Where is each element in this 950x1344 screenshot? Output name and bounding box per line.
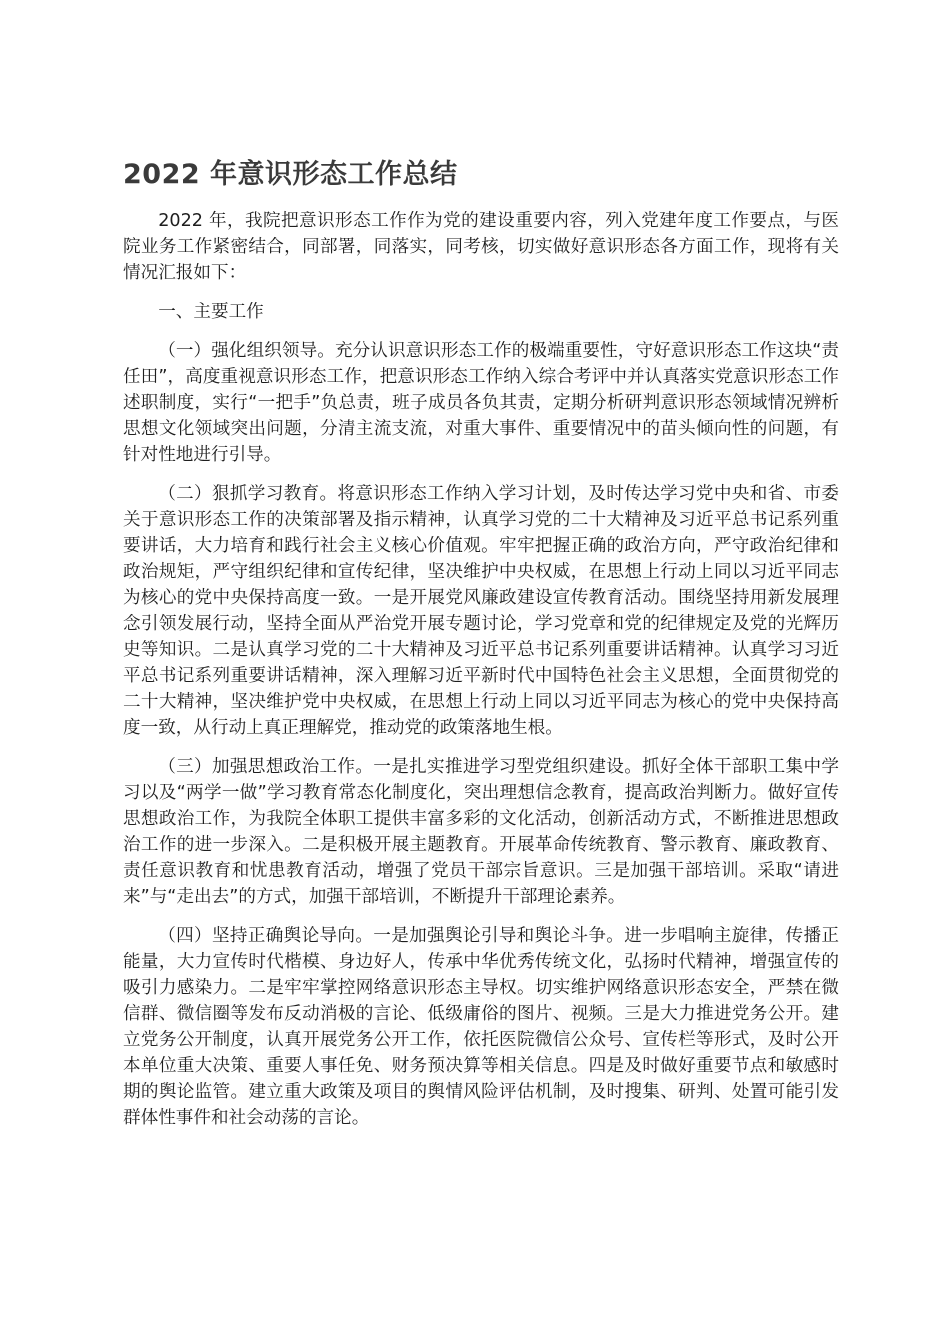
paragraph-study-education: （二）狠抓学习教育。将意识形态工作纳入学习计划，及时传达学习党中央和省、市委关于意识形态工作的决策部署及指示精神，认真学习党的二十大精神及习近平总书记系列重要讲话，大力培育和践行社会主义核心价值观。牢牢把握正确的政治方向，严守政治纪律和政治规矩，严守组织纪律和宣传纪律，坚决维护中央权威，在思想上行动上同以习近平同志为核心的党中央保持高度一致。一是开展党风廉政建设宣传教育活动。围绕坚持用新发展理念引领发展行动，坚持全面从严治党开展专题讨论，学习党章和党的纪律规定及党的光辉历史等知识。二是认真学习党的二十大精神及习近平总书记系列重要讲话精神。认真学习习近平总书记系列重要讲话精神，深入理解习近平新时代中国特色社会主义思想，全面贯彻党的二十大精神，坚决维护党中央权威，在思想上行动上同以习近平同志为核心的党中央保持高度一致，从行动上真正理解党，推动党的政策落地生根。 — [123, 484, 839, 738]
document-title: 2022 年意识形态工作总结 — [123, 159, 458, 190]
document-body — [123, 208, 839, 1144]
intro-paragraph: 2022 年，我院把意识形态工作作为党的建设重要内容，列入党建年度工作要点，与医院业务工作紧密结合，同部署，同落实，同考核，切实做好意识形态各方面工作，现将有关情况汇报如下： — [123, 211, 839, 283]
section-heading: 一、主要工作 — [158, 302, 264, 322]
paragraph-public-opinion: （四）坚持正确舆论导向。一是加强舆论引导和舆论斗争。进一步唱响主旋律，传播正能量，大力宣传时代楷模、身边好人，传承中华优秀传统文化，弘扬时代精神，增强宣传的吸引力感染力。二是牢牢掌控网络意识形态主导权。切实维护网络意识形态安全，严禁在微信群、微信圈等发布反动消极的言论、低级庸俗的图片、视频。三是大力推进党务公开。建立党务公开制度，认真开展党务公开工作，依托医院微信公众号、宣传栏等形式，及时公开本单位重大决策、重要人事任免、财务预决算等相关信息。四是及时做好重要节点和敏感时期的舆论监管。建立重大政策及项目的舆情风险评估机制，及时搜集、研判、处置可能引发群体性事件和社会动荡的言论。 — [123, 926, 839, 1128]
paragraph-ideological-work: （三）加强思想政治工作。一是扎实推进学习型党组织建设。抓好全体干部职工集中学习以及“两学一做”学习教育常态化制度化，突出理想信念教育，提高政治判断力。做好宣传思想政治工作，为我院全体职工提供丰富多彩的文化活动，创新活动方式，不断推进思想政治工作的进一步深入。二是积极开展主题教育。开展革命传统教育、警示教育、廉政教育、责任意识教育和忧患教育活动，增强了党员干部宗旨意识。三是加强干部培训。采取“请进来”与“走出去”的方式，加强干部培训，不断提升干部理论素养。 — [123, 757, 839, 907]
paragraph-organization-leadership: （一）强化组织领导。充分认识意识形态工作的极端重要性，守好意识形态工作这块“责任田”，高度重视意识形态工作，把意识形态工作纳入综合考评中并认真落实党意识形态工作述职制度，实行“一把手”负总责，班子成员各负其责，定期分析研判意识形态领域情况辨析思想文化领域突出问题，分清主流支流，对重大事件、重要情况中的苗头倾向性的问题，有针对性地进行引导。 — [123, 341, 839, 465]
